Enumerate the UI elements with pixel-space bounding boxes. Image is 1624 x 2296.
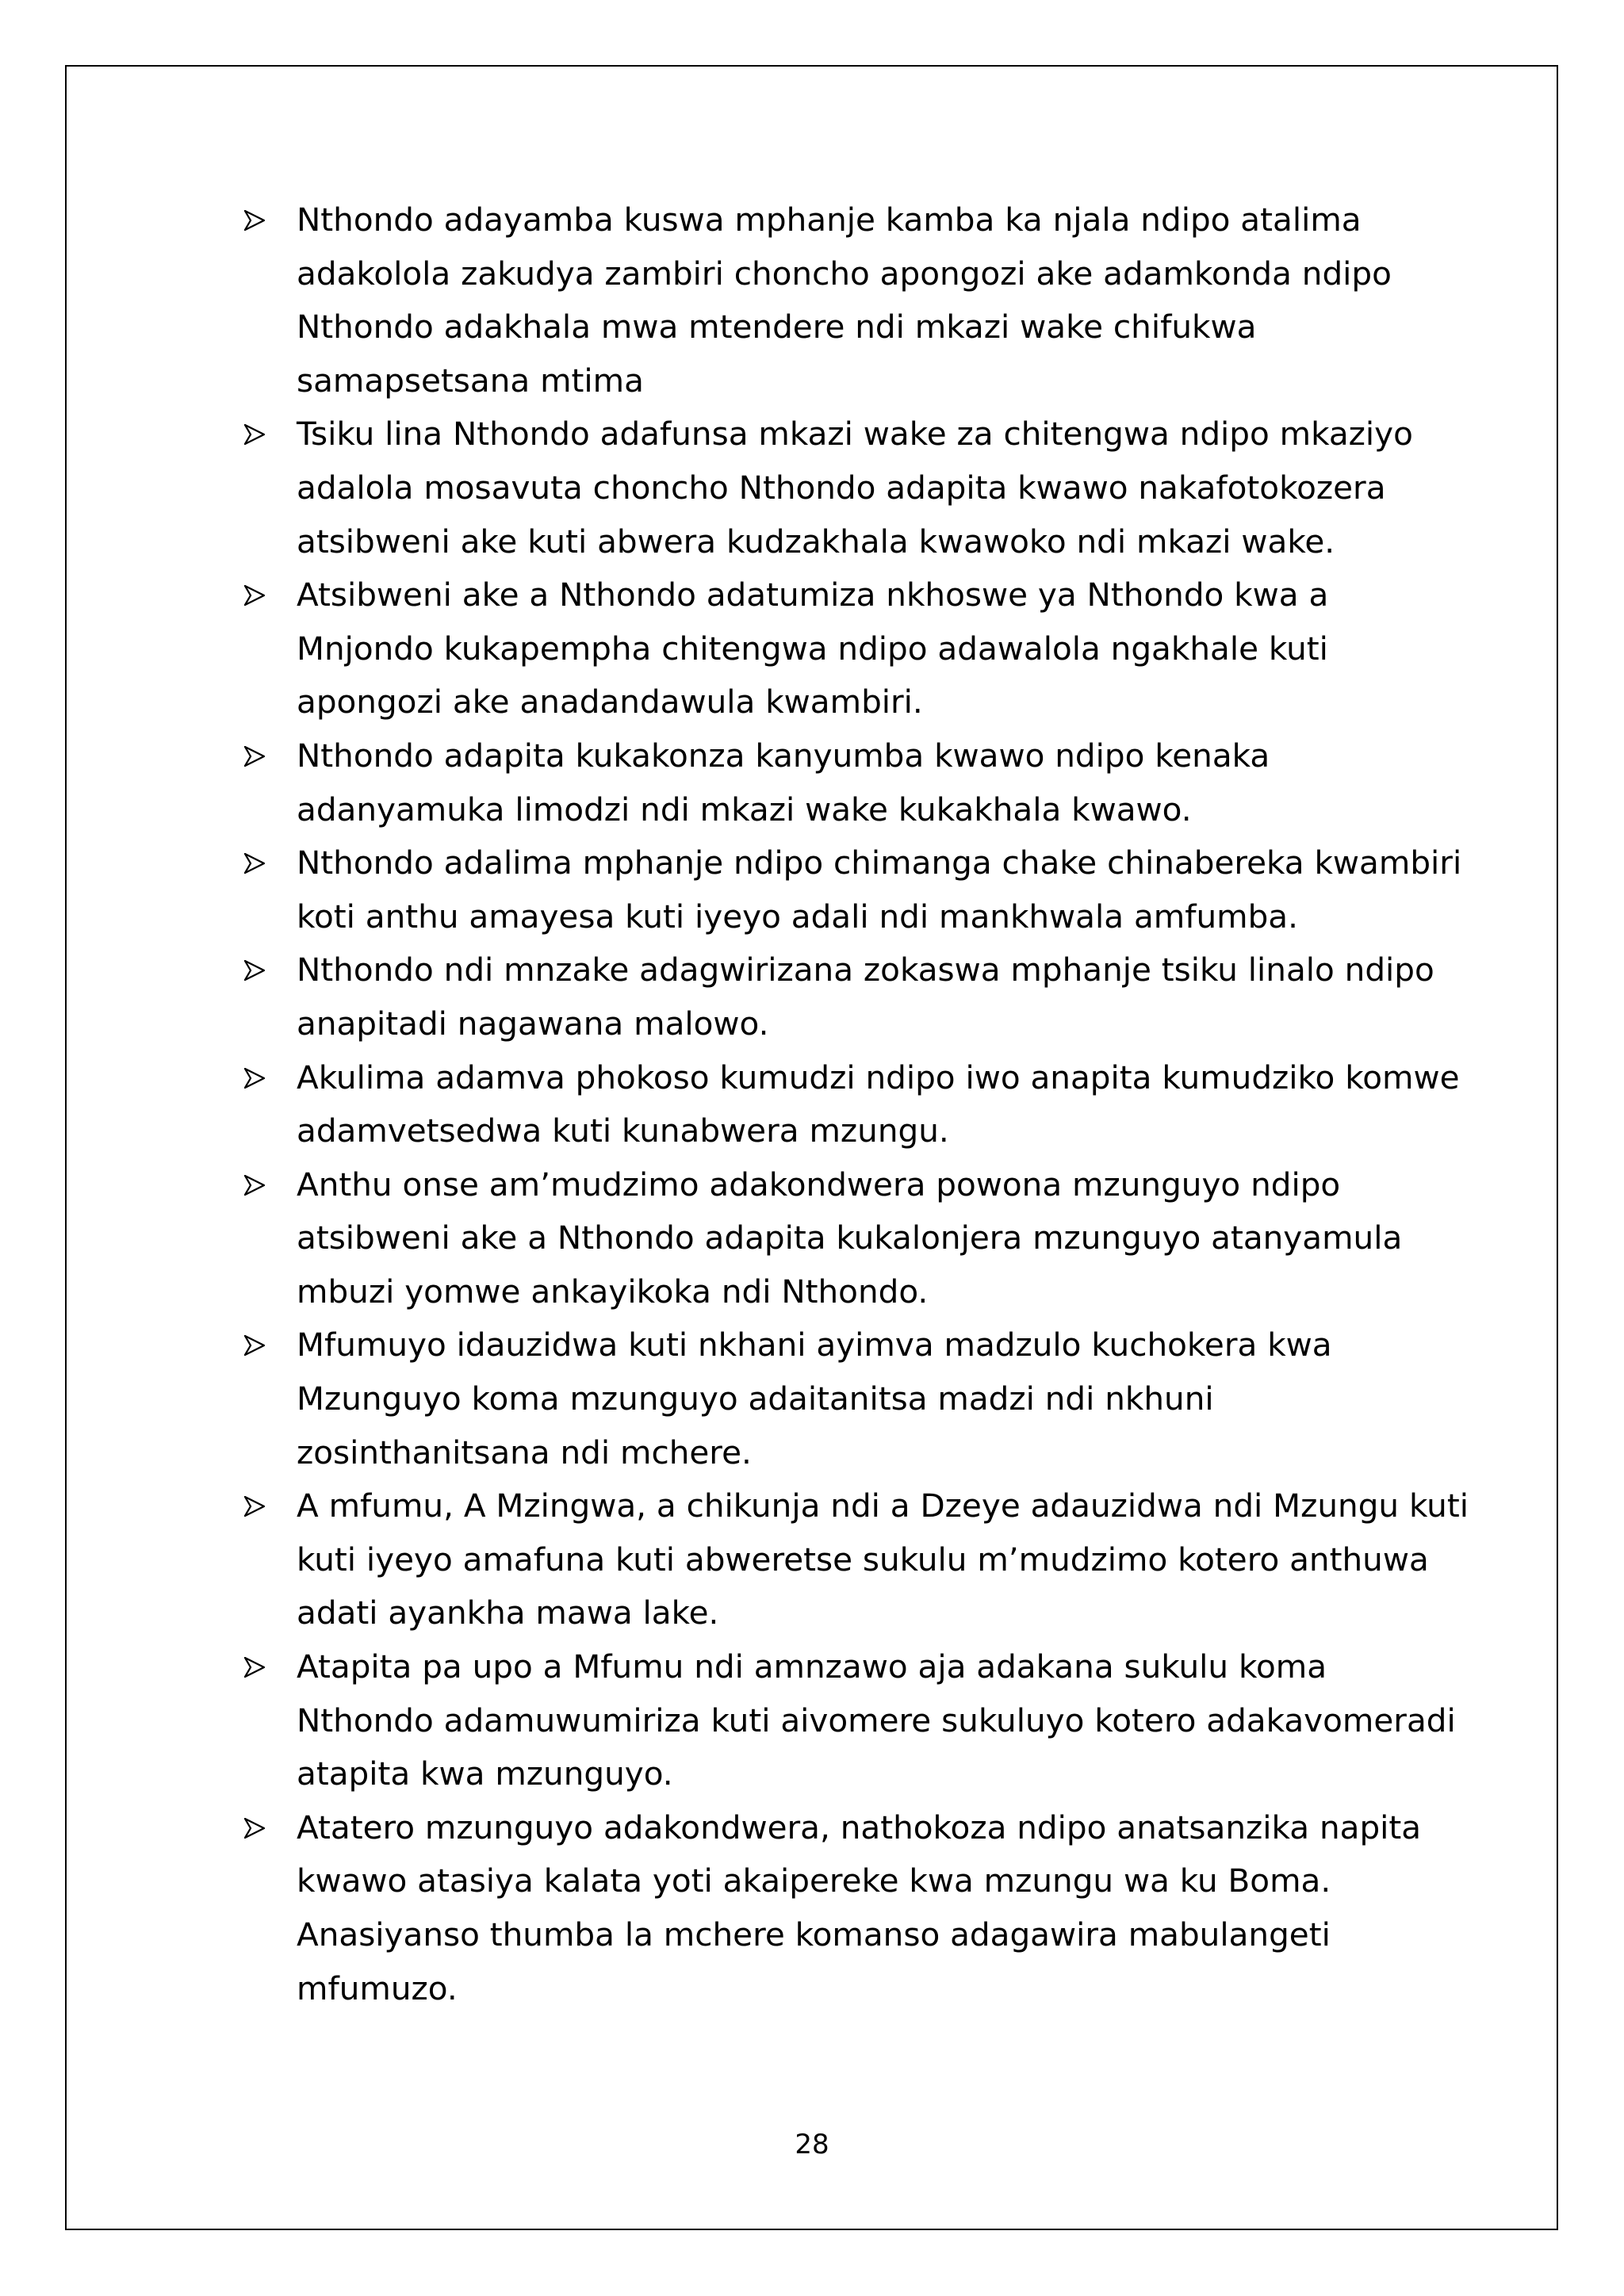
list-item-line: mfumuzo. (297, 1969, 458, 2007)
list-item (244, 1479, 1469, 1640)
arrowhead-bullet-icon (244, 1175, 265, 1196)
list-item-line: adalola mosavuta choncho Nthondo adapita kwawo nakafotokozera (297, 468, 1386, 507)
list-item (244, 1318, 1465, 1479)
list-item-line: anapitadi nagawana malowo. (297, 1004, 769, 1043)
list-item (244, 943, 1465, 1050)
list-item-line: Anthu onse am’mudzimo adakondwera powona mzunguyo ndipo (297, 1165, 1341, 1203)
list-item-line: adakolola zakudya zambiri choncho apongozi ake adamkonda ndipo (297, 254, 1392, 293)
list-item-line: Atsibweni ake a Nthondo adatumiza nkhoswe ya Nthondo kwa a (297, 576, 1329, 614)
arrowhead-bullet-icon (244, 1335, 265, 1356)
list-item (244, 1051, 1465, 1158)
arrowhead-bullet-icon (244, 424, 265, 445)
list-item-line: apongozi ake anadandawula kwambiri. (297, 683, 923, 721)
list-item-line: kwawo atasiya kalata yoti akaipereke kwa mzungu wa ku Boma. (297, 1862, 1331, 1900)
list-item-line: zosinthanitsana ndi mchere. (297, 1433, 752, 1471)
list-item-line: Nthondo adayamba kuswa mphanje kamba ka njala ndipo atalima (297, 201, 1362, 239)
arrowhead-bullet-icon (244, 960, 265, 981)
list-item-line: Mzunguyo koma mzunguyo adaitanitsa madzi ndi nkhuni (297, 1380, 1214, 1418)
arrowhead-bullet-icon (244, 1657, 265, 1678)
list-item (244, 836, 1465, 943)
list-item-line: samapsetsana mtima (297, 361, 644, 400)
list-item-line: Nthondo ndi mnzake adagwirizana zokaswa mphanje tsiku linalo ndipo (297, 951, 1434, 989)
list-item (244, 1158, 1465, 1319)
list-item-line: adamvetsedwa kuti kunabwera mzungu. (297, 1112, 949, 1150)
list-item (244, 193, 1465, 408)
list-item-line: kuti iyeyo amafuna kuti abweretse sukulu m’mudzimo kotero anthuwa (297, 1540, 1429, 1578)
arrowhead-bullet-icon (244, 585, 265, 606)
list-item-line: Atatero mzunguyo adakondwera, nathokoza ndipo anatsanzika napita (297, 1808, 1422, 1846)
list-item (244, 568, 1465, 729)
arrowhead-bullet-icon (244, 853, 265, 874)
list-item-line: Mnjondo kukapempha chitengwa ndipo adawalola ngakhale kuti (297, 629, 1328, 668)
list-item (244, 729, 1465, 836)
list-item-line: adati ayankha mawa lake. (297, 1594, 719, 1632)
list-item-line: koti anthu amayesa kuti iyeyo adali ndi mankhwala amfumba. (297, 897, 1298, 936)
list-item-line: mbuzi yomwe ankayikoka ndi Nthondo. (297, 1272, 929, 1311)
list-item-line: Mfumuyo idauzidwa kuti nkhani ayimva madzulo kuchokera kwa (297, 1326, 1332, 1364)
arrowhead-bullet-icon (244, 210, 265, 231)
list-item-line: Nthondo adapita kukakonza kanyumba kwawo ndipo kenaka (297, 736, 1270, 775)
list-item (244, 1801, 1465, 2015)
list-item-line: Atapita pa upo a Mfumu ndi amnzawo aja adakana sukulu koma (297, 1647, 1327, 1686)
arrowhead-bullet-icon (244, 746, 265, 767)
arrowhead-bullet-icon (244, 1068, 265, 1089)
list-item-line: A mfumu, A Mzingwa, a chikunja ndi a Dzeye adauzidwa ndi Mzungu kuti (297, 1487, 1469, 1525)
arrowhead-bullet-icon (244, 1818, 265, 1839)
list-item (244, 1640, 1465, 1801)
page-number: 28 (795, 2129, 829, 2160)
list-item-line: Nthondo adalima mphanje ndipo chimanga chake chinabereka kwambiri (297, 844, 1462, 882)
list-item (244, 408, 1465, 568)
list-item-line: Tsiku lina Nthondo adafunsa mkazi wake za chitengwa ndipo mkaziyo (297, 415, 1413, 453)
list-item-line: atapita kwa mzunguyo. (297, 1755, 673, 1793)
bullet-list (244, 193, 1469, 2015)
list-item-line: Nthondo adamuwumiriza kuti aivomere sukuluyo kotero adakavomeradi (297, 1701, 1456, 1739)
list-item-line: atsibweni ake a Nthondo adapita kukalonjera mzunguyo atanyamula (297, 1219, 1403, 1257)
list-item-line: adanyamuka limodzi ndi mkazi wake kukakhala kwawo. (297, 790, 1192, 828)
list-item-line: Nthondo adakhala mwa mtendere ndi mkazi wake chifukwa (297, 308, 1257, 346)
list-item-line: Akulima adamva phokoso kumudzi ndipo iwo anapita kumudziko komwe (297, 1058, 1460, 1096)
list-item-line: Anasiyanso thumba la mchere komanso adagawira mabulangeti (297, 1915, 1331, 1954)
arrowhead-bullet-icon (244, 1496, 265, 1517)
list-item-line: atsibweni ake kuti abwera kudzakhala kwawoko ndi mkazi wake. (297, 522, 1335, 561)
